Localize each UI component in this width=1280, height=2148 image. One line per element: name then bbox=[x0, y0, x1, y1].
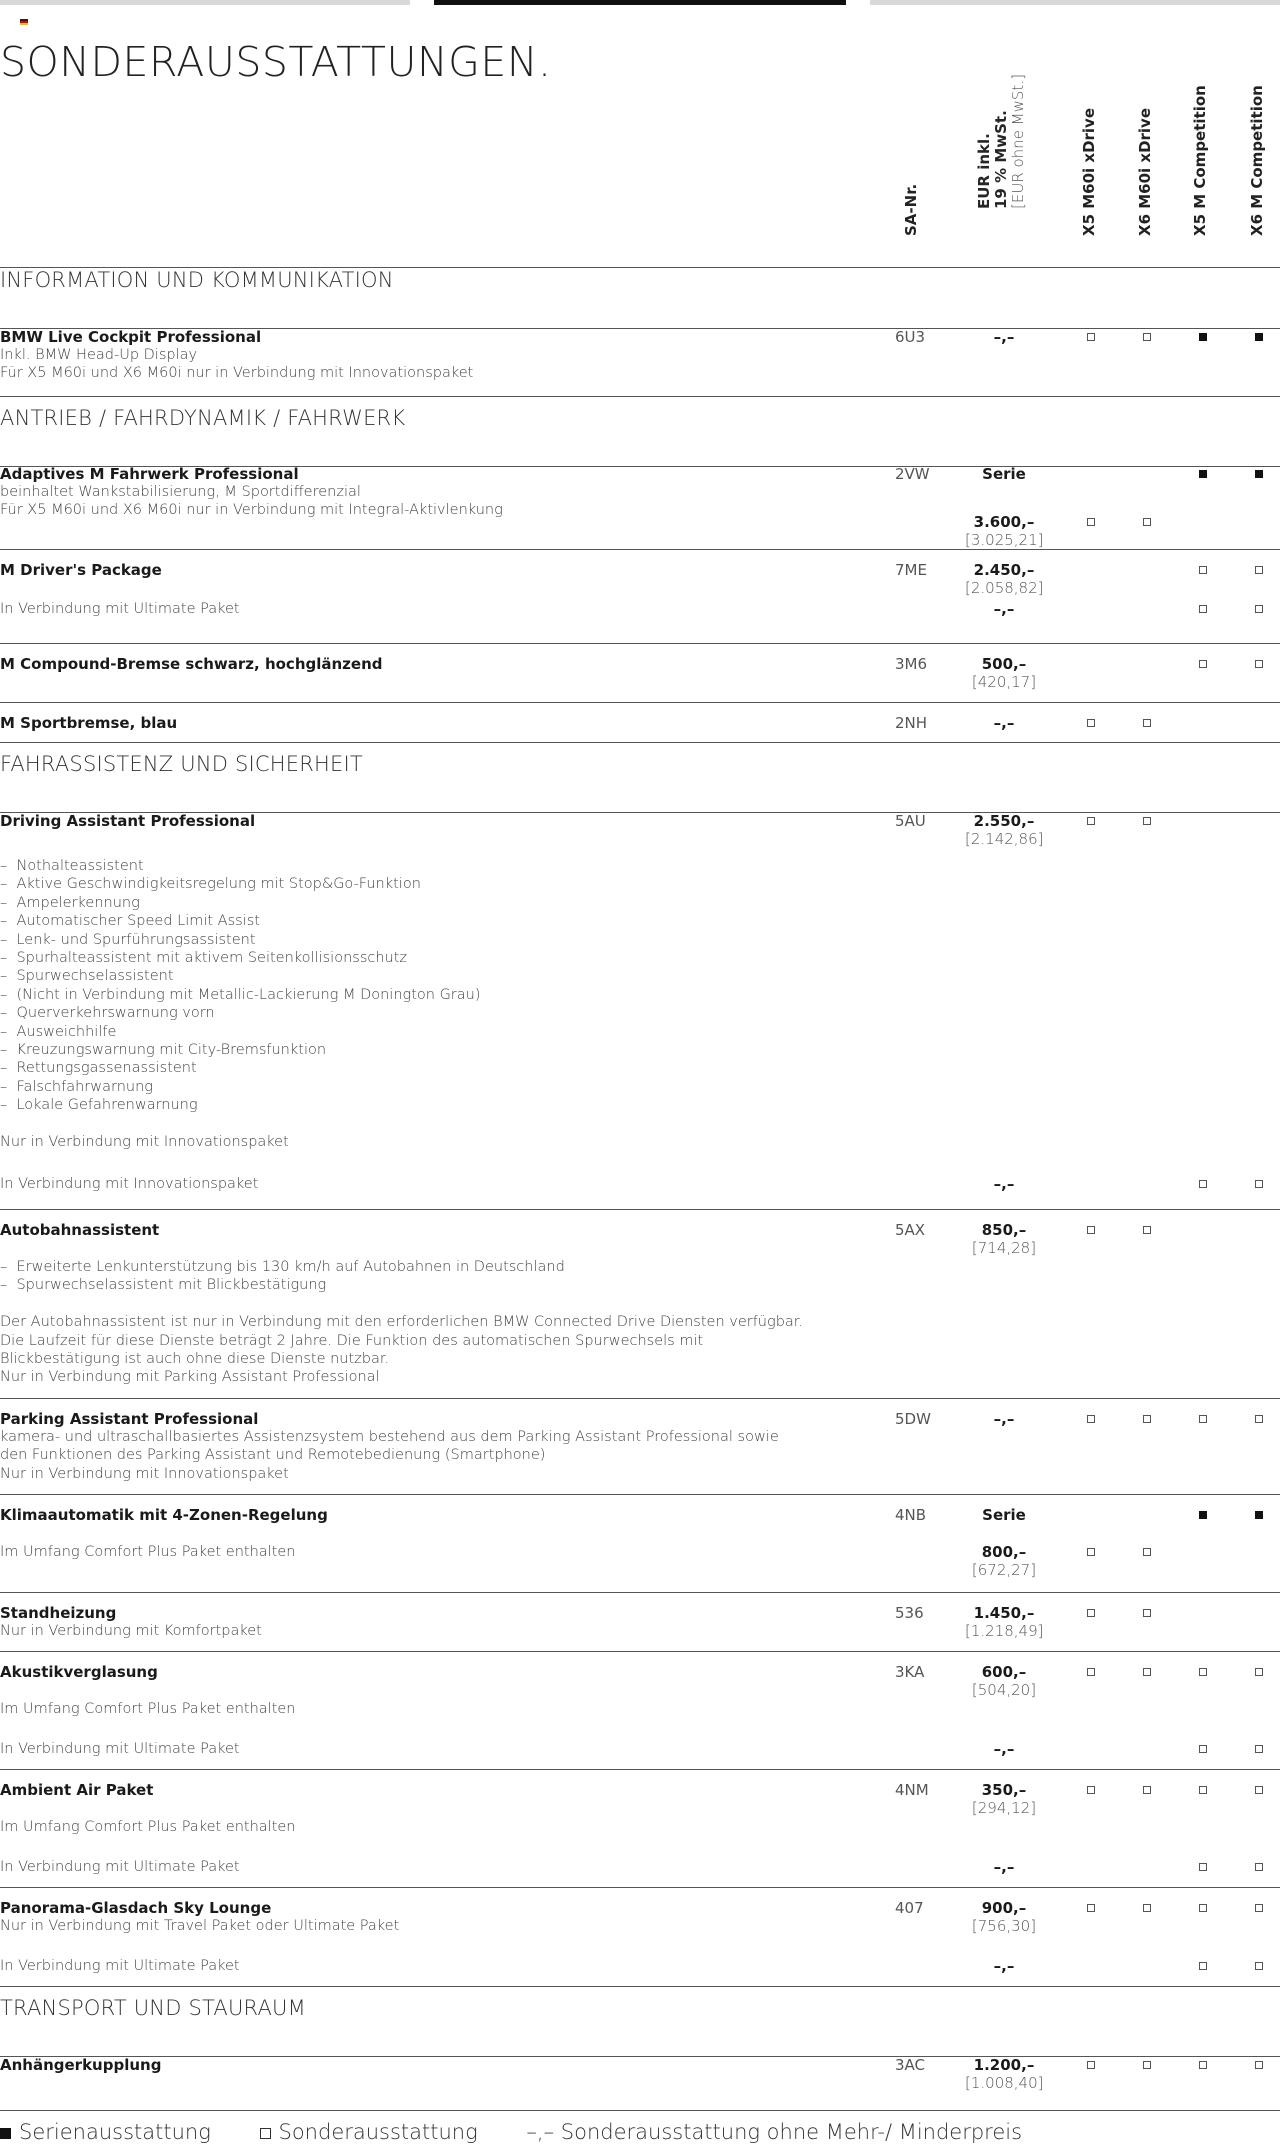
sa-code: 2NH bbox=[895, 714, 928, 732]
option-square-icon bbox=[1255, 605, 1263, 613]
sub-condition: In Verbindung mit Innovationspaket bbox=[0, 1176, 259, 1192]
price-header-line2: 19 % MwSt. bbox=[992, 110, 1010, 209]
option-name: Panorama-Glasdach Sky Lounge bbox=[0, 1899, 272, 1917]
section-title: ANTRIEB / FAHRDYNAMIK / FAHRWERK bbox=[0, 406, 406, 430]
option-square-icon bbox=[1255, 1180, 1263, 1188]
price-net: [714,28] bbox=[971, 1239, 1037, 1258]
price-gross: 850,– bbox=[981, 1221, 1027, 1239]
option-square-icon bbox=[1255, 1786, 1263, 1794]
page-tab-2-active[interactable] bbox=[434, 0, 846, 5]
price-header-line3: [EUR ohne MwSt.] bbox=[1009, 74, 1027, 209]
row-divider bbox=[0, 1769, 1280, 1770]
price-cell bbox=[965, 1221, 1043, 1258]
row-divider bbox=[0, 1494, 1280, 1495]
option-square-icon bbox=[1143, 1786, 1151, 1794]
sub-condition: In Verbindung mit Ultimate Paket bbox=[0, 1859, 240, 1875]
option-square-icon bbox=[1087, 1226, 1095, 1234]
option-square-icon bbox=[1143, 333, 1151, 341]
option-square-icon bbox=[1087, 817, 1095, 825]
row-divider bbox=[0, 1651, 1280, 1652]
option-square-icon bbox=[1143, 518, 1151, 526]
option-square-icon bbox=[1255, 1745, 1263, 1753]
option-name: Autobahnassistent bbox=[0, 1221, 160, 1239]
option-square-icon bbox=[1143, 1609, 1151, 1617]
serie-square-icon bbox=[0, 2128, 11, 2139]
option-square-icon bbox=[1143, 1904, 1151, 1912]
option-name: Anhängerkupplung bbox=[0, 2056, 162, 2074]
price-cell bbox=[965, 1740, 1043, 1758]
option-square-icon bbox=[1087, 1548, 1095, 1556]
price-net: [1.218,49] bbox=[965, 1622, 1044, 1641]
section-title: FAHRASSISTENZ UND SICHERHEIT bbox=[0, 752, 363, 776]
option-name: Akustikverglasung bbox=[0, 1663, 158, 1681]
option-square-icon bbox=[1199, 1180, 1207, 1188]
row-divider bbox=[0, 549, 1280, 550]
row-divider bbox=[0, 2110, 1280, 2111]
price-cell bbox=[965, 561, 1043, 598]
price-gross: Serie bbox=[982, 465, 1026, 483]
serie-square-icon bbox=[1255, 1511, 1263, 1519]
sa-code: 4NM bbox=[895, 1781, 929, 1799]
row-divider bbox=[0, 1592, 1280, 1593]
price-net: [756,30] bbox=[971, 1917, 1037, 1936]
legend-sonder: Sonderausstattung bbox=[278, 2120, 478, 2144]
price-cell bbox=[965, 1543, 1043, 1580]
option-name: BMW Live Cockpit Professional bbox=[0, 328, 262, 346]
sa-code: 6U3 bbox=[895, 328, 926, 346]
price-cell bbox=[965, 1506, 1043, 1524]
price-gross: Serie bbox=[982, 1506, 1026, 1524]
option-square-icon bbox=[1199, 1786, 1207, 1794]
price-net: [420,17] bbox=[971, 673, 1037, 692]
price-cell bbox=[965, 714, 1043, 732]
serie-square-icon bbox=[1199, 1511, 1207, 1519]
column-header-price bbox=[975, 74, 1036, 260]
price-cell bbox=[965, 1410, 1043, 1428]
price-cell bbox=[965, 1858, 1043, 1876]
option-description: kamera- und ultraschallbasiertes Assistenzsystem bestehend aus dem Parking Assistant Professional sowie den Funktionen des Parking Assistant und Remotebedienung (Smartphone) Nur in Verbindung mit Innovationspaket bbox=[0, 1429, 779, 1482]
option-name: Ambient Air Paket bbox=[0, 1781, 154, 1799]
sub-condition: In Verbindung mit Ultimate Paket bbox=[0, 601, 240, 617]
option-description: – Nothalteassistent – Aktive Geschwindigkeitsregelung mit Stop&Go-Funktion – Ampelerkennung – Automatischer Speed Limit Assist – Lenk- und Spurführungsassistent – Spurhalteassistent mit aktivem Seitenkollisionsschutz – Spurwechselassistent – (Nicht in Verbindung mit Metallic-Lackierung M Donington Grau) – Querverkehrswarnung vorn – Ausweichhilfe – Kreuzungswarnung mit City-Bremsfunktion – Rettungsgassenassistent – Falschfahrwarnung – Lokale Gefahrenwarnung Nur in Verbindung mit Innovationspaket bbox=[0, 858, 481, 1151]
sa-code: 5DW bbox=[895, 1410, 931, 1428]
option-square-icon bbox=[1199, 1668, 1207, 1676]
row-divider bbox=[0, 1209, 1280, 1210]
option-square-icon bbox=[1199, 660, 1207, 668]
option-square-icon bbox=[1199, 1745, 1207, 1753]
option-name: Adaptives M Fahrwerk Professional bbox=[0, 465, 299, 483]
price-cell bbox=[965, 1175, 1043, 1193]
section-title: TRANSPORT UND STAURAUM bbox=[0, 1996, 306, 2020]
row-divider bbox=[0, 702, 1280, 703]
sa-code: 7ME bbox=[895, 561, 927, 579]
option-square-icon bbox=[1087, 719, 1095, 727]
price-gross: 1.200,– bbox=[973, 2056, 1035, 2074]
option-square-icon bbox=[1255, 660, 1263, 668]
option-square-icon bbox=[1143, 1226, 1151, 1234]
price-cell bbox=[965, 600, 1043, 618]
option-square-icon bbox=[1143, 2061, 1151, 2069]
sub-condition: In Verbindung mit Ultimate Paket bbox=[0, 1741, 240, 1757]
sub-condition: In Verbindung mit Ultimate Paket bbox=[0, 1958, 240, 1974]
price-gross: 350,– bbox=[981, 1781, 1027, 1799]
price-gross: 800,– bbox=[981, 1543, 1027, 1561]
column-header-sa-nr: SA-Nr. bbox=[902, 183, 920, 236]
price-cell bbox=[965, 1663, 1043, 1700]
option-square-icon bbox=[260, 2128, 271, 2139]
price-gross: –,– bbox=[993, 1858, 1015, 1876]
sa-code: 3AC bbox=[895, 2056, 926, 2074]
sa-code: 2VW bbox=[895, 465, 930, 483]
option-square-icon bbox=[1199, 566, 1207, 574]
price-gross: –,– bbox=[993, 1175, 1015, 1193]
sa-code: 407 bbox=[895, 1899, 924, 1917]
option-square-icon bbox=[1087, 1786, 1095, 1794]
option-square-icon bbox=[1143, 817, 1151, 825]
price-net: [672,27] bbox=[971, 1561, 1037, 1580]
price-gross: 600,– bbox=[981, 1663, 1027, 1681]
option-square-icon bbox=[1255, 1863, 1263, 1871]
option-description: Im Umfang Comfort Plus Paket enthalten bbox=[0, 1819, 296, 1835]
price-cell bbox=[965, 2056, 1043, 2093]
option-description: Nur in Verbindung mit Komfortpaket bbox=[0, 1623, 262, 1639]
price-cell bbox=[965, 465, 1043, 483]
section-title: INFORMATION UND KOMMUNIKATION bbox=[0, 268, 394, 292]
option-name: Driving Assistant Professional bbox=[0, 812, 256, 830]
price-gross: –,– bbox=[993, 1957, 1015, 1975]
row-divider bbox=[0, 396, 1280, 397]
sa-code: 5AU bbox=[895, 812, 926, 830]
sa-code: 3M6 bbox=[895, 655, 928, 673]
price-cell bbox=[965, 513, 1043, 550]
option-square-icon bbox=[1199, 1863, 1207, 1871]
option-square-icon bbox=[1199, 605, 1207, 613]
sa-code: 3KA bbox=[895, 1663, 925, 1681]
option-description: Nur in Verbindung mit Travel Paket oder Ultimate Paket bbox=[0, 1918, 400, 1934]
price-gross: –,– bbox=[993, 1740, 1015, 1758]
option-square-icon bbox=[1255, 1904, 1263, 1912]
option-square-icon bbox=[1255, 1668, 1263, 1676]
option-description: Im Umfang Comfort Plus Paket enthalten bbox=[0, 1701, 296, 1717]
legend-serie: Serienausstattung bbox=[19, 2120, 211, 2144]
price-cell bbox=[965, 812, 1043, 849]
option-square-icon bbox=[1087, 1668, 1095, 1676]
price-gross: –,– bbox=[993, 600, 1015, 618]
price-gross: 2.450,– bbox=[973, 561, 1035, 579]
page-title: SONDERAUSSTATTUNGEN. bbox=[0, 38, 552, 86]
option-square-icon bbox=[1143, 719, 1151, 727]
option-description: Im Umfang Comfort Plus Paket enthalten bbox=[0, 1544, 296, 1560]
price-cell bbox=[965, 1604, 1043, 1641]
option-name: Standheizung bbox=[0, 1604, 117, 1622]
price-gross: –,– bbox=[993, 714, 1015, 732]
option-square-icon bbox=[1199, 1962, 1207, 1970]
price-net: [1.008,40] bbox=[965, 2074, 1044, 2093]
price-net: [2.142,86] bbox=[965, 830, 1044, 849]
option-name: Parking Assistant Professional bbox=[0, 1410, 259, 1428]
column-header-x6-m60i: X6 M60i xDrive bbox=[1136, 107, 1154, 236]
row-divider bbox=[0, 1986, 1280, 1987]
price-cell bbox=[965, 1957, 1043, 1975]
option-square-icon bbox=[1199, 1904, 1207, 1912]
option-square-icon bbox=[1255, 2061, 1263, 2069]
option-square-icon bbox=[1087, 518, 1095, 526]
row-divider bbox=[0, 742, 1280, 743]
row-divider bbox=[0, 1398, 1280, 1399]
german-flag-icon bbox=[20, 19, 28, 25]
serie-square-icon bbox=[1255, 333, 1263, 341]
option-name: M Compound-Bremse schwarz, hochglänzend bbox=[0, 655, 383, 673]
option-square-icon bbox=[1087, 333, 1095, 341]
price-gross: 2.550,– bbox=[973, 812, 1035, 830]
price-net: [3.025,21] bbox=[965, 531, 1044, 550]
price-header-line1: EUR inkl. bbox=[975, 133, 993, 209]
option-square-icon bbox=[1255, 566, 1263, 574]
serie-square-icon bbox=[1255, 470, 1263, 478]
sa-code: 4NB bbox=[895, 1506, 927, 1524]
option-square-icon bbox=[1199, 2061, 1207, 2069]
price-gross: –,– bbox=[993, 328, 1015, 346]
option-square-icon bbox=[1087, 1415, 1095, 1423]
option-square-icon bbox=[1143, 1548, 1151, 1556]
column-header-x6-m-competition: X6 M Competition bbox=[1248, 85, 1266, 236]
option-square-icon bbox=[1087, 1609, 1095, 1617]
row-divider bbox=[0, 643, 1280, 644]
option-name: Klimaautomatik mit 4-Zonen-Regelung bbox=[0, 1506, 328, 1524]
price-gross: –,– bbox=[993, 1410, 1015, 1428]
price-cell bbox=[965, 655, 1043, 692]
sa-code: 5AX bbox=[895, 1221, 926, 1239]
option-square-icon bbox=[1143, 1415, 1151, 1423]
price-gross: 500,– bbox=[981, 655, 1027, 673]
serie-square-icon bbox=[1199, 470, 1207, 478]
option-description: beinhaltet Wankstabilisierung, M Sportdifferenzial Für X5 M60i und X6 M60i nur in Verbindung mit Integral-Aktivlenkung bbox=[0, 484, 503, 519]
option-description: Inkl. BMW Head-Up Display Für X5 M60i und X6 M60i nur in Verbindung mit Innovationspaket bbox=[0, 347, 474, 382]
option-name: M Driver's Package bbox=[0, 561, 162, 579]
option-square-icon bbox=[1143, 1668, 1151, 1676]
option-name: M Sportbremse, blau bbox=[0, 714, 178, 732]
column-header-x5-m60i: X5 M60i xDrive bbox=[1080, 107, 1098, 236]
price-net: [2.058,82] bbox=[965, 579, 1044, 598]
legend bbox=[0, 2120, 1064, 2144]
sa-code: 536 bbox=[895, 1604, 924, 1622]
option-square-icon bbox=[1087, 2061, 1095, 2069]
price-net: [294,12] bbox=[971, 1799, 1037, 1818]
option-description: – Erweiterte Lenkunterstützung bis 130 km/h auf Autobahnen in Deutschland – Spurwechselassistent mit Blickbestätigung Der Autobahnassistent ist nur in Verbindung mit den erforderlichen BMW Connected Drive Diensten verfügbar. Die Laufzeit für diese Dienste beträgt 2 Jahre. Die Funktion des automatischen Spurwechsels mit Blickbestätigung ist auch ohne diese Dienste nutzbar. Nur in Verbindung mit Parking Assistant Professional bbox=[0, 1259, 804, 1386]
price-cell bbox=[965, 328, 1043, 346]
price-gross: 3.600,– bbox=[973, 513, 1035, 531]
price-gross: 900,– bbox=[981, 1899, 1027, 1917]
price-gross: 1.450,– bbox=[973, 1604, 1035, 1622]
serie-square-icon bbox=[1199, 333, 1207, 341]
option-square-icon bbox=[1255, 1962, 1263, 1970]
row-divider bbox=[0, 2056, 1280, 2057]
price-net: [504,20] bbox=[971, 1681, 1037, 1700]
row-divider bbox=[0, 1887, 1280, 1888]
option-square-icon bbox=[1199, 1415, 1207, 1423]
page-tab-1[interactable] bbox=[0, 0, 410, 5]
price-cell bbox=[965, 1781, 1043, 1818]
legend-no-price: –,– Sonderausstattung ohne Mehr-/ Minderpreis bbox=[526, 2120, 1023, 2144]
option-square-icon bbox=[1087, 1904, 1095, 1912]
option-square-icon bbox=[1255, 1415, 1263, 1423]
column-header-x5-m-competition: X5 M Competition bbox=[1191, 85, 1209, 236]
price-cell bbox=[965, 1899, 1043, 1936]
